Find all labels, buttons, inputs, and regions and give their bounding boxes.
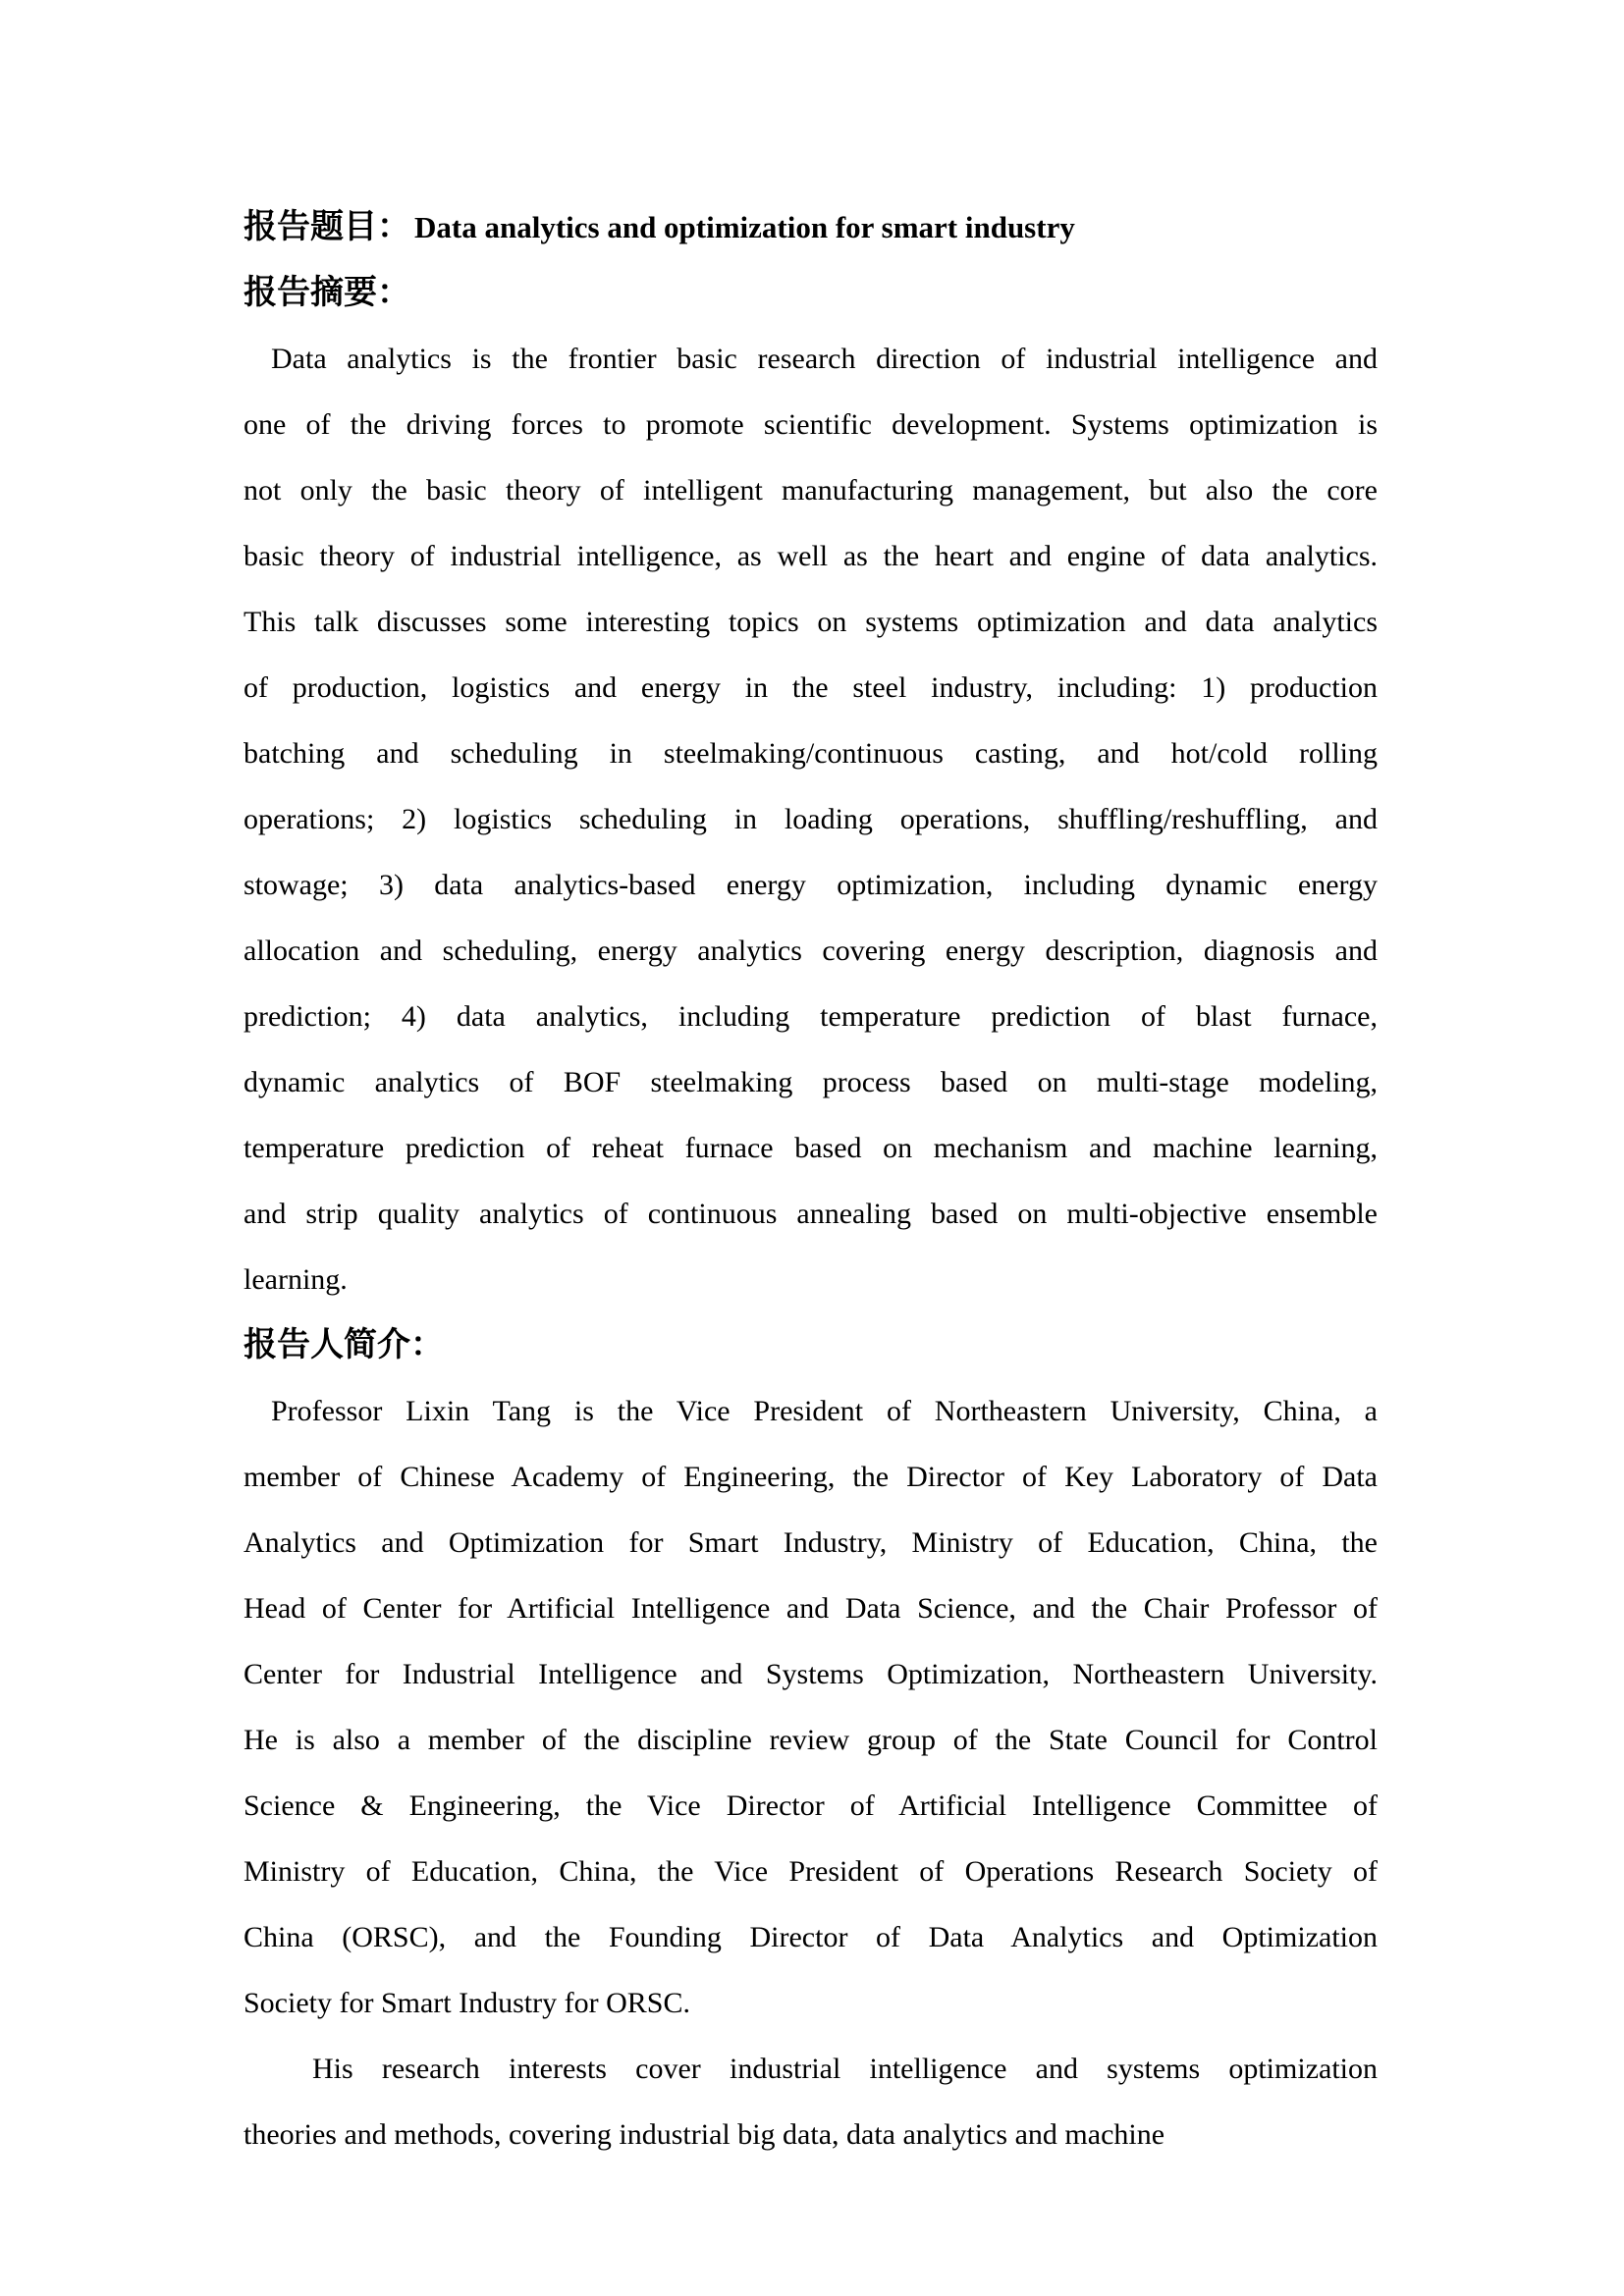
abstract-paragraph <box>244 326 1378 1312</box>
text-line: prediction; 4) data analytics, including temperature prediction of blast furnace, <box>244 1000 1378 1033</box>
text-line: Professor Lixin Tang is the Vice President of Northeastern University, China, a <box>271 1395 1378 1427</box>
text-line: Society for Smart Industry for ORSC. <box>244 1987 690 2019</box>
text-line: Analytics and Optimization for Smart Industry, Ministry of Education, China, the <box>244 1526 1378 1559</box>
text-line: operations; 2) logistics scheduling in loading operations, shuffling/reshuffling, and <box>244 803 1378 835</box>
document-title-line <box>244 194 1378 260</box>
text-line: Center for Industrial Intelligence and Systems Optimization, Northeastern University. <box>244 1658 1378 1690</box>
text-line: Science & Engineering, the Vice Director of Artificial Intelligence Committee of <box>244 1789 1378 1822</box>
text-line: and strip quality analytics of continuous annealing based on multi-objective ensemble <box>244 1198 1378 1230</box>
title-label-zh: 报告题目： <box>244 209 410 245</box>
text-line: Data analytics is the frontier basic research direction of industrial intelligence and <box>271 343 1378 375</box>
text-line: one of the driving forces to promote scientific development. Systems optimization is <box>244 408 1378 441</box>
bio-paragraph-2 <box>244 2036 1378 2167</box>
text-line: Head of Center for Artificial Intelligence and Data Science, and the Chair Professor of <box>244 1592 1378 1625</box>
text-line: China (ORSC), and the Founding Director of Data Analytics and Optimization <box>244 1921 1378 1953</box>
bio-heading: 报告人简介： <box>244 1327 444 1363</box>
text-line: theories and methods, covering industrial big data, data analytics and machine <box>244 2118 1165 2151</box>
text-line: basic theory of industrial intelligence, as well as the heart and engine of data analytics. <box>244 540 1378 572</box>
text-line: member of Chinese Academy of Engineering, the Director of Key Laboratory of Data <box>244 1461 1378 1493</box>
text-line: temperature prediction of reheat furnace based on mechanism and machine learning, <box>244 1132 1378 1164</box>
text-line: allocation and scheduling, energy analytics covering energy description, diagnosis and <box>244 934 1378 967</box>
text-line: dynamic analytics of BOF steelmaking process based on multi-stage modeling, <box>244 1066 1378 1098</box>
text-line: batching and scheduling in steelmaking/continuous casting, and hot/cold rolling <box>244 737 1378 770</box>
text-line: not only the basic theory of intelligent manufacturing management, but also the core <box>244 474 1378 507</box>
title-text-en: Data analytics and optimization for smart industry <box>414 210 1075 244</box>
text-line: stowage; 3) data analytics-based energy optimization, including dynamic energy <box>244 869 1378 901</box>
text-line: His research interests cover industrial intelligence and systems optimization <box>312 2053 1378 2085</box>
text-line: Ministry of Education, China, the Vice President of Operations Research Society of <box>244 1855 1378 1888</box>
bio-paragraph-1 <box>244 1378 1378 2036</box>
abstract-heading: 报告摘要： <box>244 275 410 311</box>
text-line: He is also a member of the discipline review group of the State Council for Control <box>244 1724 1378 1756</box>
text-line: This talk discusses some interesting topics on systems optimization and data analytics <box>244 606 1378 638</box>
text-line: learning. <box>244 1263 348 1296</box>
text-line: of production, logistics and energy in the steel industry, including: 1) production <box>244 671 1378 704</box>
